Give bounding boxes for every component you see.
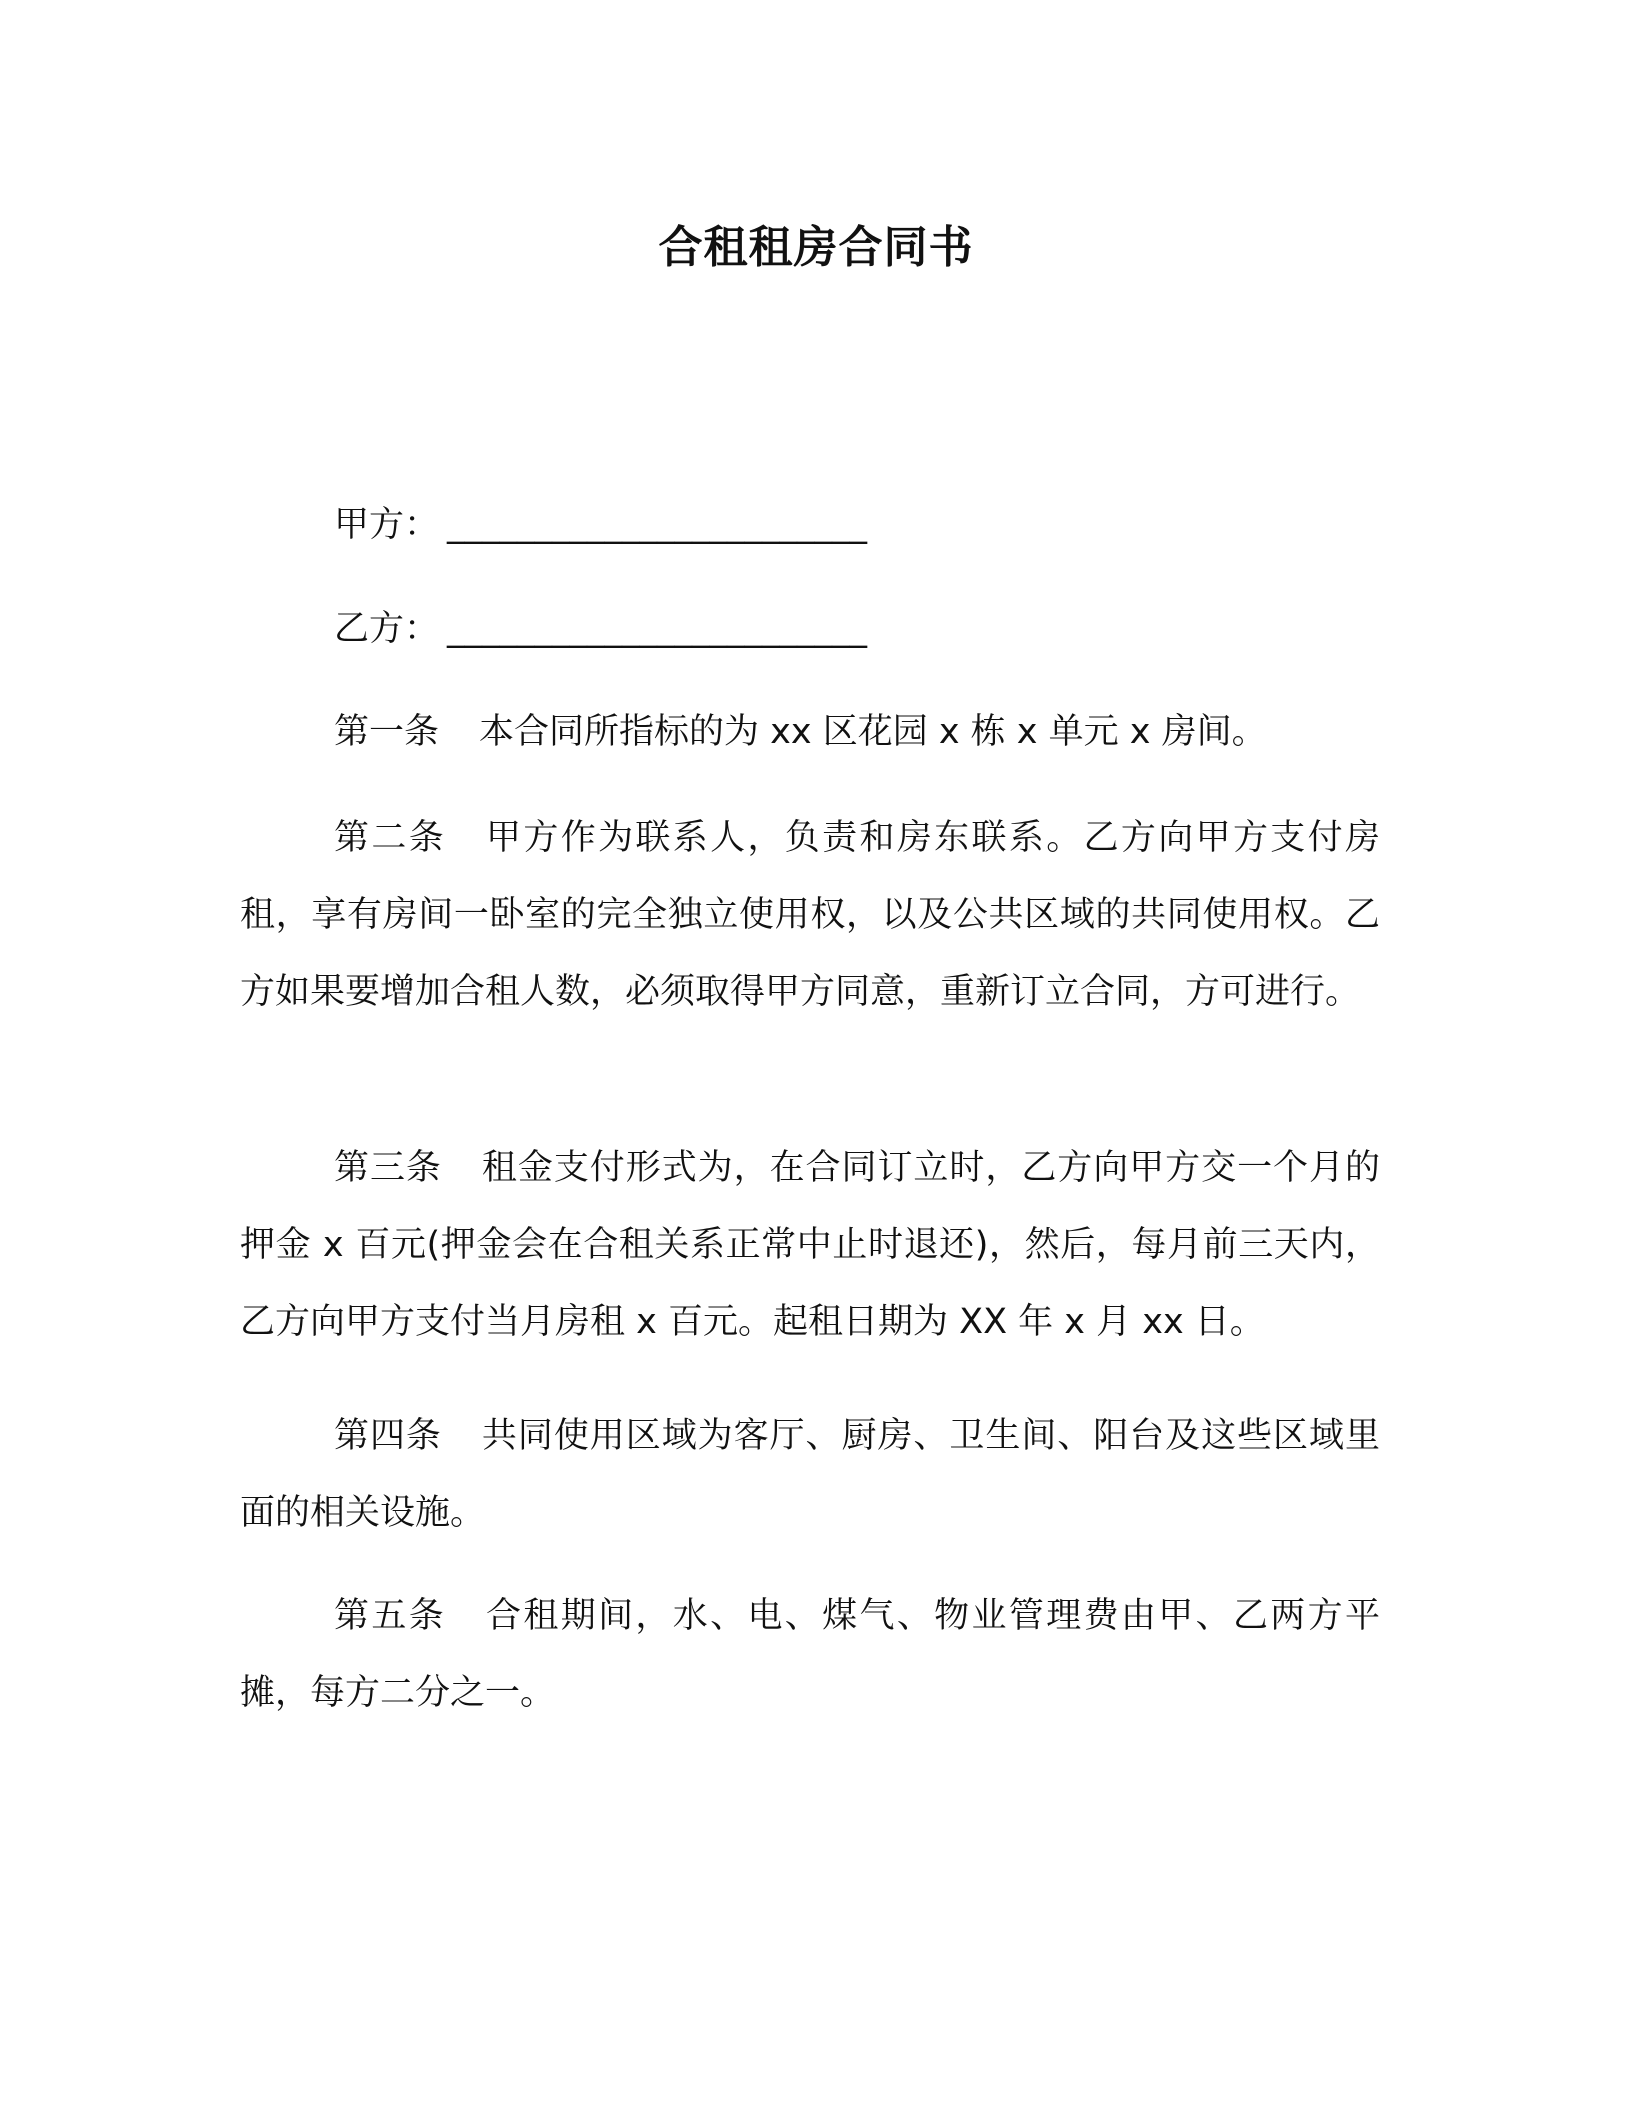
clause-5 bbox=[240, 1578, 1380, 1732]
clause-number: 第二条 bbox=[334, 818, 447, 858]
clause-text: 租金支付形式为，在合同订立时，乙方向甲方交一个月的押金 x 百元(押金会在合租关系正常中止时退还)，然后，每月前三天内，乙方向甲方支付当月房租 x 百元。起租日期为 XX 年 x 月 xx 日。 bbox=[240, 1148, 1380, 1342]
clause-number: 第三条 bbox=[334, 1148, 442, 1188]
document-title: 合租租房合同书 bbox=[658, 222, 974, 273]
party-b-label: 乙方： bbox=[334, 609, 440, 649]
clause-4 bbox=[240, 1398, 1380, 1552]
clause-text: 甲方作为联系人，负责和房东联系。乙方向甲方支付房租，享有房间一卧室的完全独立使用权，以及公共区域的共同使用权。乙方如果要增加合租人数，必须取得甲方同意，重新订立合同，方可进行。 bbox=[240, 818, 1380, 1012]
clause-number: 第一条 bbox=[334, 712, 440, 752]
clause-number: 第五条 bbox=[334, 1596, 447, 1636]
party-b-line bbox=[334, 604, 867, 654]
party-b-blank: ________________________ bbox=[447, 609, 868, 649]
clause-2 bbox=[240, 800, 1380, 1031]
party-a-line bbox=[334, 500, 867, 550]
party-a-blank: ________________________ bbox=[447, 505, 868, 545]
clause-text: 合租期间，水、电、煤气、物业管理费由甲、乙两方平摊，每方二分之一。 bbox=[240, 1596, 1380, 1713]
clause-text: 本合同所指标的为 xx 区花园 x 栋 x 单元 x 房间。 bbox=[479, 712, 1267, 752]
clause-3 bbox=[240, 1130, 1380, 1361]
clause-text: 共同使用区域为客厅、厨房、卫生间、阳台及这些区域里面的相关设施。 bbox=[240, 1416, 1380, 1533]
clause-number: 第四条 bbox=[334, 1416, 442, 1456]
clause-1 bbox=[240, 694, 1380, 771]
party-a-label: 甲方： bbox=[334, 505, 440, 545]
